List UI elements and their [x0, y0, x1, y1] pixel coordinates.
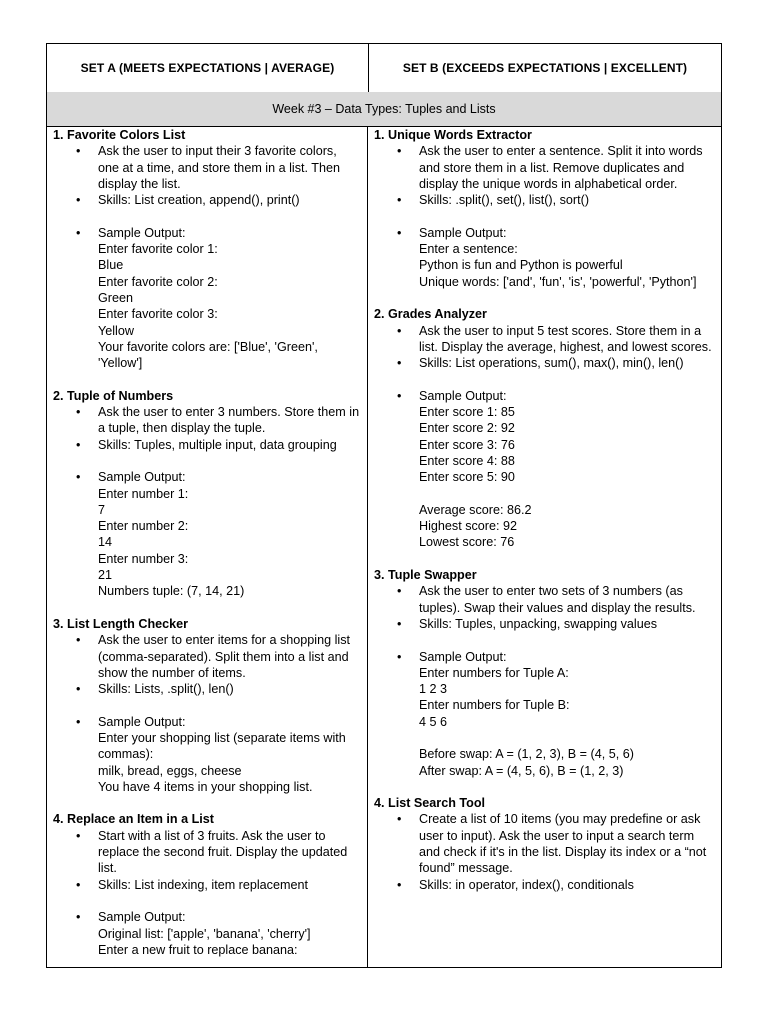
exercise-title: 4. Replace an Item in a List — [53, 812, 214, 827]
sample-line: Before swap: A = (1, 2, 3), B = (4, 5, 6) — [419, 747, 634, 762]
sample-line: Average score: 86.2 — [419, 502, 532, 517]
sample-label: • Sample Output: — [419, 388, 507, 403]
set-a-column — [47, 127, 368, 967]
sample-line: Enter favorite color 2: — [98, 274, 218, 289]
sample-line: Highest score: 92 — [419, 519, 518, 534]
sample-output — [98, 714, 361, 795]
sample-output — [419, 649, 715, 779]
sample-line: Enter favorite color 3: — [98, 307, 218, 322]
sample-output — [98, 469, 361, 599]
task-description: • Ask the user to input their 3 favorite colors, one at a time, and store them in a list. Then display the list. — [98, 143, 361, 192]
sample-line: Enter number 1: — [98, 486, 189, 501]
exercise-title: 1. Favorite Colors List — [53, 128, 186, 142]
sample-line: Enter a sentence: — [419, 242, 518, 257]
sample-line: Enter score 5: 90 — [419, 470, 515, 485]
skills-line: • Skills: List creation, append(), print() — [98, 192, 361, 208]
sample-output — [98, 225, 361, 372]
sample-line: 21 — [98, 568, 113, 583]
sample-label: • Sample Output: — [98, 225, 186, 240]
task-description: • Ask the user to enter a sentence. Split it into words and store them in a list. Remove duplicates and display the unique words in alphabetical order. — [419, 143, 715, 192]
exercise-b4 — [374, 795, 715, 893]
skills-line: • Skills: in operator, index(), conditionals — [419, 877, 715, 893]
exercise-b2 — [374, 306, 715, 550]
task-description: • Ask the user to input 5 test scores. Store them in a list. Display the average, highest, and lowest scores. — [419, 323, 715, 356]
sample-line: Enter your shopping list (separate items with commas): — [98, 730, 346, 762]
sample-line: Blue — [98, 258, 124, 273]
exercise-title: 2. Grades Analyzer — [374, 307, 487, 322]
sample-label: • Sample Output: — [98, 714, 186, 729]
sample-line: 1 2 3 — [419, 682, 448, 697]
skills-line: • Skills: .split(), set(), list(), sort() — [419, 192, 715, 208]
sample-line: Green — [98, 290, 134, 305]
set-b-column — [369, 127, 721, 967]
set-a-header: SET A (MEETS EXPECTATIONS | AVERAGE) — [47, 44, 369, 92]
sample-line: After swap: A = (4, 5, 6), B = (1, 2, 3) — [419, 763, 624, 778]
sample-line: Yellow — [98, 323, 134, 338]
sample-line: 7 — [98, 502, 106, 517]
exercise-title: 2. Tuple of Numbers — [53, 388, 174, 403]
skills-line: • Skills: List operations, sum(), max(), min(), len() — [419, 355, 715, 371]
sample-line: Enter a new fruit to replace banana: — [98, 942, 298, 957]
task-description: • Ask the user to enter items for a shopping list (comma-separated). Split them into a list and show the number of items. — [98, 632, 361, 681]
sample-line: Python is fun and Python is powerful — [419, 258, 623, 273]
sample-line: Enter numbers for Tuple A: — [419, 665, 569, 680]
skills-line: • Skills: Lists, .split(), len() — [98, 681, 361, 697]
exercise-a2 — [53, 388, 361, 600]
sample-line: milk, bread, eggs, cheese — [98, 763, 242, 778]
sample-line: Numbers tuple: (7, 14, 21) — [98, 584, 245, 599]
sample-line: Your favorite colors are: ['Blue', 'Green', 'Yellow'] — [98, 339, 318, 371]
week-title: Week #3 – Data Types: Tuples and Lists — [47, 92, 721, 127]
exercise-title: 1. Unique Words Extractor — [374, 128, 532, 142]
sample-line: Enter score 2: 92 — [419, 421, 515, 436]
sample-line: Enter favorite color 1: — [98, 242, 218, 257]
sample-line: Enter number 2: — [98, 519, 189, 534]
skills-line: • Skills: Tuples, multiple input, data grouping — [98, 437, 361, 453]
sample-label: • Sample Output: — [419, 225, 507, 240]
task-description: • Start with a list of 3 fruits. Ask the user to replace the second fruit. Display the updated list. — [98, 828, 361, 877]
sample-line: 14 — [98, 535, 113, 550]
sample-line: Enter score 4: 88 — [419, 453, 515, 468]
sample-output — [419, 225, 715, 290]
exercise-b3 — [374, 567, 715, 779]
exercise-a4 — [53, 811, 361, 958]
assignment-table — [46, 43, 722, 968]
exercise-title: 3. Tuple Swapper — [374, 568, 477, 583]
sample-line: Unique words: ['and', 'fun', 'is', 'powerful', 'Python'] — [419, 274, 697, 289]
sample-line: Enter number 3: — [98, 551, 189, 566]
exercise-a1 — [53, 127, 361, 371]
skills-line: • Skills: Tuples, unpacking, swapping values — [419, 616, 715, 632]
sample-blank-line — [419, 730, 715, 746]
sample-output — [98, 909, 361, 958]
sample-line: You have 4 items in your shopping list. — [98, 779, 313, 794]
table-header-row — [47, 44, 721, 93]
sample-output — [419, 388, 715, 551]
sample-label: • Sample Output: — [98, 910, 186, 925]
sample-line: 4 5 6 — [419, 714, 448, 729]
sample-line: Enter score 1: 85 — [419, 405, 515, 420]
exercise-title: 4. List Search Tool — [374, 796, 486, 811]
exercise-title: 3. List Length Checker — [53, 616, 189, 631]
sample-line: Lowest score: 76 — [419, 535, 515, 550]
task-description: • Create a list of 10 items (you may predefine or ask user to input). Ask the user to input a search term and check if it's in the list. Display its index or a “not found” message. — [419, 811, 715, 876]
task-description: • Ask the user to enter 3 numbers. Store them in a tuple, then display the tuple. — [98, 404, 361, 437]
sample-line: Original list: ['apple', 'banana', 'cherry'] — [98, 926, 311, 941]
sample-label: • Sample Output: — [419, 649, 507, 664]
sample-label: • Sample Output: — [98, 470, 186, 485]
skills-line: • Skills: List indexing, item replacement — [98, 877, 361, 893]
sample-line: Enter score 3: 76 — [419, 437, 515, 452]
task-description: • Ask the user to enter two sets of 3 numbers (as tuples). Swap their values and display the results. — [419, 583, 715, 616]
exercise-b1 — [374, 127, 715, 290]
exercise-a3 — [53, 616, 361, 795]
sample-line: Enter numbers for Tuple B: — [419, 698, 570, 713]
set-b-header: SET B (EXCEEDS EXPECTATIONS | EXCELLENT) — [402, 61, 688, 75]
sample-blank-line — [419, 486, 715, 502]
